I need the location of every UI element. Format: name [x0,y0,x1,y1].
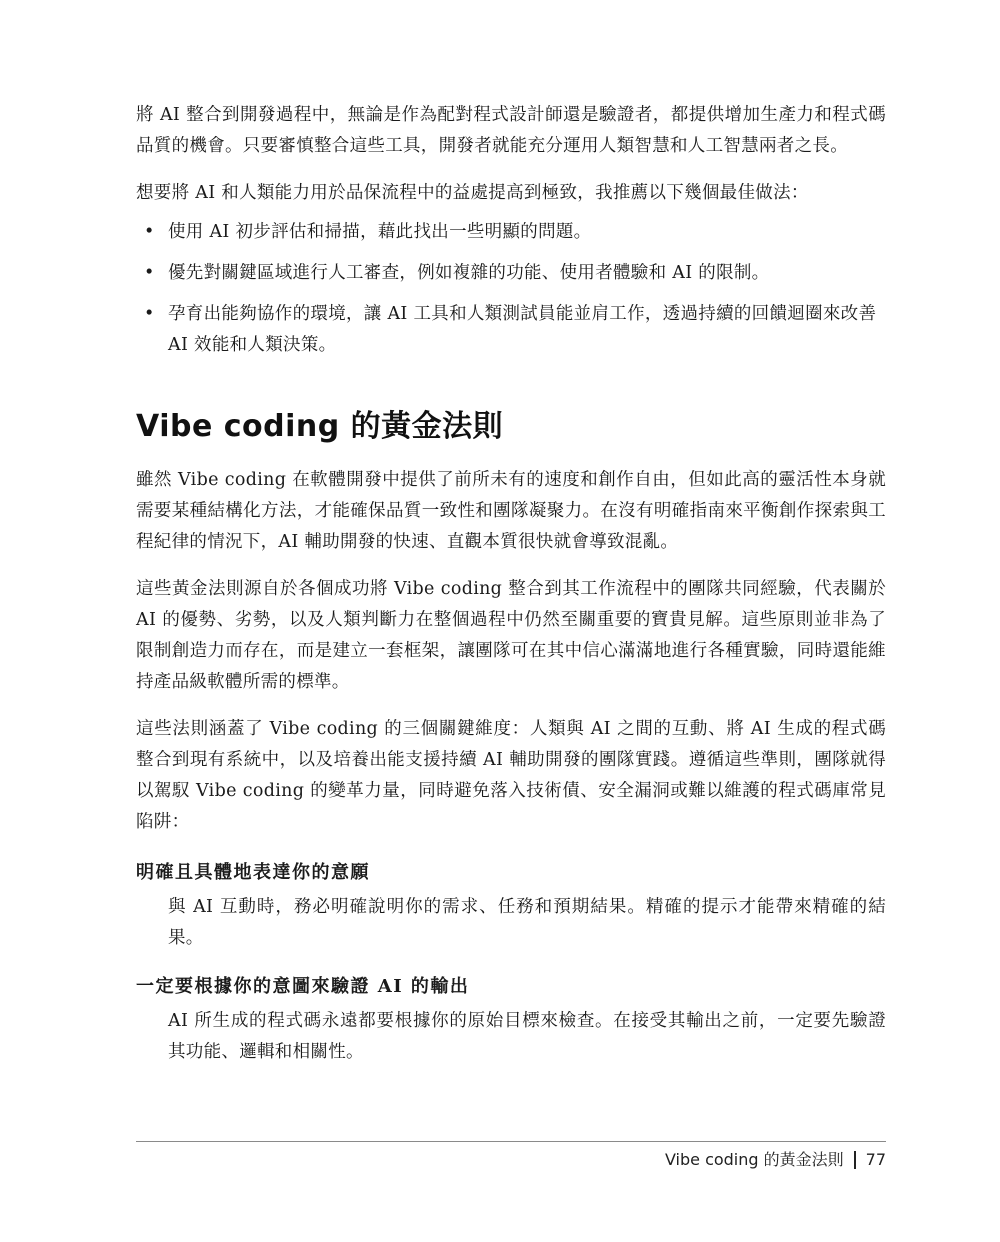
list-item-text: 使用 AI 初步評估和掃描，藉此找出一些明顯的問題。 [168,222,592,242]
list-item-text: 孕育出能夠協作的環境，讓 AI 工具和人類測試員能並肩工作，透過持續的回饋迴圈來改善 AI 效能和人類決策。 [168,304,877,355]
section-paragraph-1: 雖然 Vibe coding 在軟體開發中提供了前所未有的速度和創作自由，但如此高的靈活性本身就需要某種結構化方法，才能確保品質一致性和團隊凝聚力。在沒有明確指南來平衡創作探索與工程紀律的情況下，AI 輔助開發的快速、直觀本質很快就會導致混亂。 [136,470,886,552]
rule-text-2: AI 所生成的程式碼永遠都要根據你的原始目標來檢查。在接受其輸出之前，一定要先驗證其功能、邏輯和相關性。 [168,1011,886,1062]
footer-divider [136,1141,886,1142]
rule-text-1: 與 AI 互動時，務必明確說明你的需求、任務和預期結果。精確的提示才能帶來精確的結果。 [168,897,886,948]
section-paragraph-2: 這些黃金法則源自於各個成功將 Vibe coding 整合到其工作流程中的團隊共同經驗，代表關於 AI 的優勢、劣勢，以及人類判斷力在整個過程中仍然至關重要的寶貴見解。這些原則並非為了限制創造力而存在，而是建立一套框架，讓團隊可在其中信心滿滿地進行各種實驗，同時還能維持產品級軟體所需的標準。 [136,579,886,692]
bullet-icon: • [144,263,155,283]
section-paragraph-3: 這些法則涵蓋了 Vibe coding 的三個關鍵維度：人類與 AI 之間的互動、將 AI 生成的程式碼整合到現有系統中，以及培養出能支援持續 AI 輔助開發的團隊實踐。遵循這些準則，團隊就得以駕馭 Vibe coding 的變革力量，同時避免落入技術債、安全漏洞或難以維護的程式碼庫常見陷阱： [136,719,886,832]
rule-heading-2: 一定要根據你的意圖來驗證 AI 的輸出 [136,976,470,997]
running-title: Vibe coding 的黃金法則 [664,1150,844,1169]
intro-paragraph-1: 將 AI 整合到開發過程中，無論是作為配對程式設計師還是驗證者，都提供增加生產力和程式碼品質的機會。只要審慎整合這些工具，開發者就能充分運用人類智慧和人工智慧兩者之長。 [136,105,886,156]
list-item [136,217,886,248]
page-footer [665,1148,886,1172]
best-practices-list [136,217,886,361]
page-number: 77 [865,1150,886,1169]
page-content [136,100,886,1068]
list-item [136,258,886,289]
list-item-text: 優先對關鍵區域進行人工審查，例如複雜的功能、使用者體驗和 AI 的限制。 [168,263,770,283]
intro-paragraph-2: 想要將 AI 和人類能力用於品保流程中的益處提高到極致，我推薦以下幾個最佳做法： [136,183,809,203]
rule-heading-1: 明確且具體地表達你的意願 [136,862,370,883]
footer-separator [854,1151,856,1169]
section-title: Vibe coding 的黃金法則 [136,409,504,444]
bullet-icon: • [144,304,155,324]
list-item [136,299,886,361]
bullet-icon: • [144,222,155,242]
